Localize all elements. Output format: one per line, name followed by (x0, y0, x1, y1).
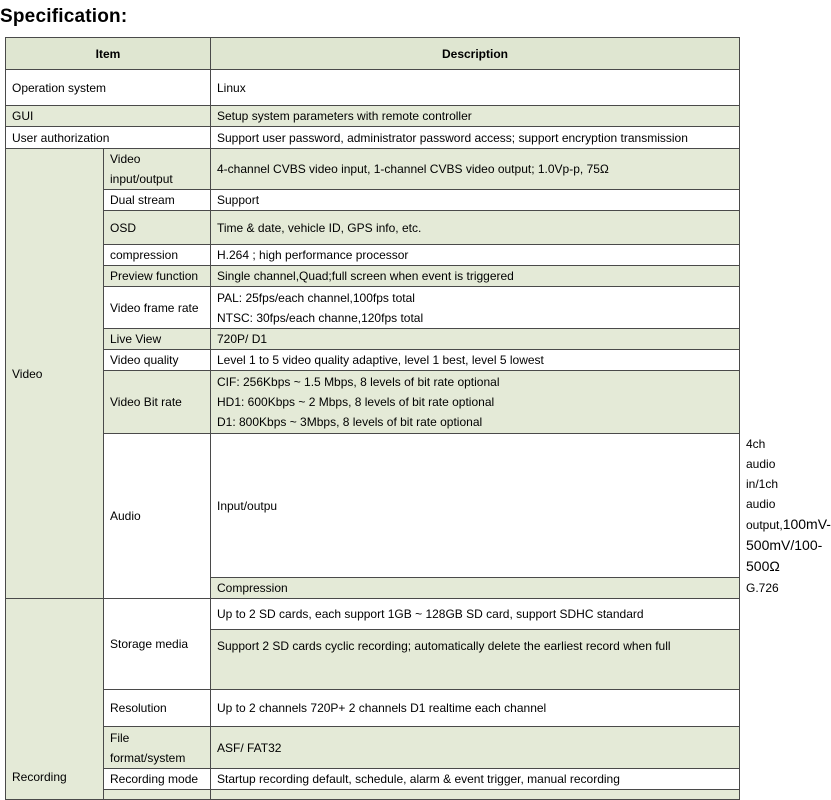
table-row-continued (6, 790, 740, 800)
item-label: Live View (104, 329, 211, 350)
item-description: Up to 2 SD cards, each support 1GB ~ 128GB SD card, support SDHC standard (211, 599, 740, 630)
table-row (6, 149, 740, 190)
item-label: Storage media (104, 599, 211, 690)
table-row (6, 350, 740, 371)
page-heading: Specification: (0, 6, 128, 27)
column-header-item: Item (6, 38, 211, 70)
group-label-recording: Recording (6, 599, 104, 800)
item-label: Input/outpu (211, 434, 740, 578)
column-header-description: Description (211, 38, 740, 70)
item-description: Time & date, vehicle ID, GPS info, etc. (211, 211, 740, 245)
item-label: compression (104, 245, 211, 266)
item-label: GUI (6, 106, 211, 127)
table-row (6, 690, 740, 727)
item-label: Video frame rate (104, 287, 211, 329)
item-label: Preview function (104, 266, 211, 287)
item-label-line: format/system (110, 750, 186, 765)
table-row (6, 434, 740, 578)
table-row (6, 211, 740, 245)
table-row (6, 245, 740, 266)
item-label-empty (104, 790, 211, 800)
table-row (6, 329, 740, 350)
group-label-video: Video (6, 149, 104, 599)
item-description: Startup recording default, schedule, alarm & event trigger, manual recording (211, 769, 740, 790)
description-line: CIF: 256Kbps ~ 1.5 Mbps, 8 levels of bit rate optional (217, 375, 500, 389)
item-description-empty (211, 790, 740, 800)
table-row (6, 190, 740, 211)
description-part: 4ch audio in/1ch audio output, (746, 437, 783, 532)
item-label: OSD (104, 211, 211, 245)
table-row (6, 371, 740, 434)
item-label-line: File (110, 730, 130, 745)
item-description: 720P/ D1 (211, 329, 740, 350)
item-label: Video quality (104, 350, 211, 371)
description-part: 100mV-500mV/100-500Ω (746, 516, 831, 574)
item-label-line: input/output (110, 172, 173, 186)
description-line: PAL: 25fps/each channel,100fps total (217, 290, 415, 305)
item-description: Support (211, 190, 740, 211)
item-label (104, 149, 211, 190)
item-label-line: Video (110, 152, 141, 166)
item-description: Single channel,Quad;full screen when event is triggered (211, 266, 740, 287)
item-description (211, 371, 740, 434)
table-row (6, 727, 740, 769)
table-row (6, 769, 740, 790)
group-label-audio: Audio (104, 434, 211, 599)
table-row: Compression G.726 (6, 578, 740, 599)
item-label (104, 727, 211, 769)
item-description (211, 287, 740, 329)
item-description: Setup system parameters with remote controller (211, 106, 740, 127)
item-description: Support 2 SD cards cyclic recording; automatically delete the earliest record when full (211, 630, 740, 690)
item-label: Resolution (104, 690, 211, 727)
table-row (6, 599, 740, 630)
table-row (6, 70, 740, 106)
item-label: Dual stream (104, 190, 211, 211)
description-line: D1: 800Kbps ~ 3Mbps, 8 levels of bit rate optional (217, 415, 483, 429)
item-description: 4-channel CVBS video input, 1-channel CVBS video output; 1.0Vp-p, 75Ω (211, 149, 740, 190)
item-description: Level 1 to 5 video quality adaptive, level 1 best, level 5 lowest (211, 350, 740, 371)
table-row (6, 127, 740, 149)
description-line: HD1: 600Kbps ~ 2 Mbps, 8 levels of bit rate optional (217, 395, 495, 409)
item-label: Operation system (6, 70, 211, 106)
item-description: Linux (211, 70, 740, 106)
table-row (6, 287, 740, 329)
item-description: ASF/ FAT32 (211, 727, 740, 769)
item-label: Compression (211, 578, 740, 599)
description-line: NTSC: 30fps/each channe,120fps total (217, 310, 424, 325)
item-label: Video Bit rate (104, 371, 211, 434)
item-description: Up to 2 channels 720P+ 2 channels D1 realtime each channel (211, 690, 740, 727)
item-label: User authorization (6, 127, 211, 149)
specification-table (5, 37, 831, 800)
table-row (6, 106, 740, 127)
item-label: Recording mode (104, 769, 211, 790)
header-row (6, 38, 740, 70)
item-description: H.264 ; high performance processor (211, 245, 740, 266)
table-row (6, 266, 740, 287)
item-description: Support user password, administrator password access; support encryption transmission (211, 127, 740, 149)
